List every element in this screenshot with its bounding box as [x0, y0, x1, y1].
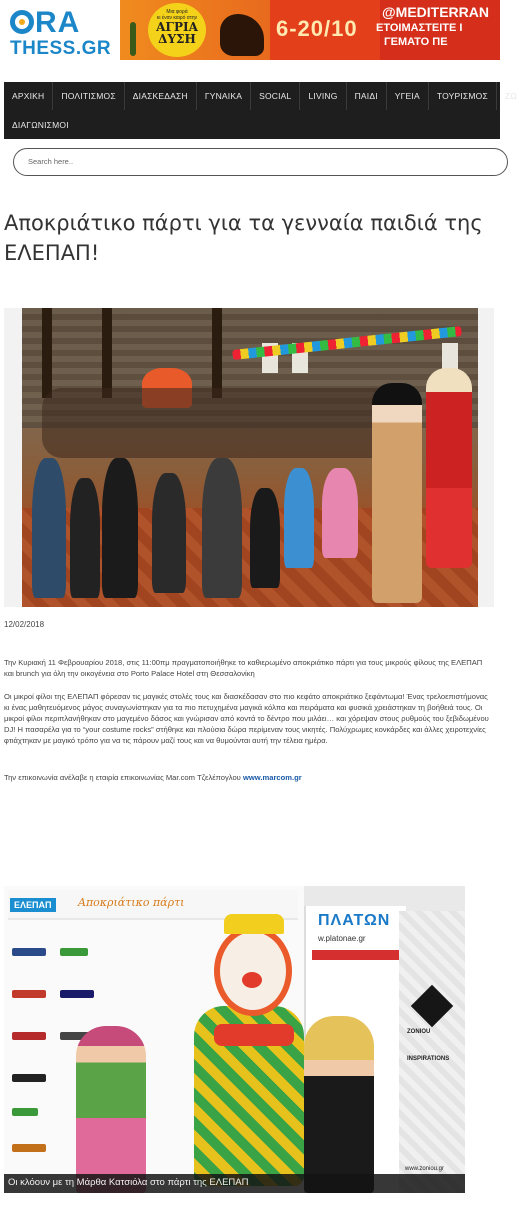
search-input[interactable]: [28, 157, 428, 166]
nav-item-health[interactable]: ΥΓΕΙΑ: [387, 82, 429, 110]
logo-o-icon: [10, 10, 34, 34]
photo-mascot-nose: [242, 972, 262, 988]
banner-tagline-2: ΓΕΜΑΤΟ ΠΕ: [384, 36, 448, 48]
nav-item-entertainment[interactable]: ΔΙΑΣΚΕΔΑΣΗ: [125, 82, 197, 110]
photo-child: [250, 488, 280, 588]
banner-dates: 6-20/10: [276, 16, 358, 41]
sponsor-logo: [12, 948, 46, 956]
backdrop-script: Αποκριάτικο πάρτι: [78, 896, 185, 909]
main-nav: [4, 82, 517, 139]
search-box: [13, 148, 508, 176]
photo-mascot-hat: [224, 914, 284, 934]
sponsor-logo: [12, 1108, 38, 1116]
photo-child: [322, 468, 358, 558]
nav-item-woman[interactable]: ΓΥΝΑΙΚΑ: [197, 82, 251, 110]
photo-child: [202, 458, 242, 598]
banner-badge: [148, 3, 206, 57]
cactus-icon: [130, 22, 136, 56]
nav-item-home[interactable]: ΑΡΧΙΚΗ: [4, 82, 53, 110]
image-caption: [4, 1174, 465, 1193]
platon-red-bar: [312, 950, 400, 960]
sponsor-logo: [12, 1144, 46, 1152]
ad-banner[interactable]: [120, 0, 500, 60]
zoniou-inspirations: INSPIRATIONS: [407, 1056, 450, 1062]
platon-url: w.platonae.gr: [318, 934, 366, 943]
zoniou-url: www.zoniou.gr: [405, 1166, 445, 1172]
logo-bottom: THESS.GR: [10, 38, 112, 59]
photo-child: [152, 473, 186, 593]
nav-item-culture[interactable]: ΠΟΛΙΤΙΣΜΟΣ: [53, 82, 124, 110]
photo-child: [32, 458, 66, 598]
article-paragraph-2: Οι μικροί φίλοι της ΕΛΕΠΑΠ φόρεσαν τις μαγικές στολές τους και διασκέδασαν στο πιο κεφάτο αποκριάτικο ξεφάντωμα! Ένας τρελοεπιστήμονας κι ένας μαθητευόμενος μάγος συναγωνίστηκαν για τα πιο πετυχημένα μαγικά κόλπα και πειράματα και φυσικά χρειάστηκαν τη βοήθειά τους. Οι μικροί φίλοι περιπλανήθηκαν στο μαγεμένο δάσος και γνώρισαν από κοντά το δέντρο που μιλάει… και χόρεψαν στους ρυθμούς του ξεβιδωμένου DJ! Η πασαρέλα για το “your costume rocks” στήθηκε και πλούσια δώρα περίμεναν τους νικητές. Πολύχρωμες κονκάρδες και άλλες χειροτεχνίες φτιάχτηκαν με μαγικό τρόπο για να τις πάρουν μαζί τους και να θυμούνται αυτή την τέλεια ημέρα.: [4, 692, 489, 745]
sponsor-logo: [12, 990, 46, 998]
article-paragraph-3: [4, 772, 494, 783]
site-logo[interactable]: [10, 8, 110, 62]
sponsor-logo: [12, 1032, 46, 1040]
photo-child: [102, 458, 138, 598]
photo-crowd: [42, 388, 422, 458]
photo-child: [70, 478, 100, 598]
photo-clown-woman: [76, 1026, 146, 1193]
caption-text: Οι κλόουν με τη Μάρθα Κατσιόλα στο πάρτι της ΕΛΕΠΑΠ: [8, 1177, 249, 1188]
nav-item-social[interactable]: SOCIAL: [251, 82, 300, 110]
marcom-link[interactable]: www.marcom.gr: [242, 773, 302, 782]
nav-item-contests[interactable]: ΔΙΑΓΩΝΙΣΜΟΙ: [12, 120, 69, 130]
nav-row-2: [4, 111, 77, 139]
article-main-image[interactable]: [4, 308, 494, 607]
photo-mascot-head: [214, 926, 292, 1016]
article-second-image[interactable]: [4, 886, 465, 1193]
article-title: Αποκριάτικο πάρτι για τα γενναία παιδιά της ΕΛΕΠΑΠ!: [4, 211, 483, 265]
nav-item-child[interactable]: ΠΑΙΔΙ: [347, 82, 387, 110]
badge-title-2: ΔΥΣΗ: [158, 32, 196, 46]
nav-row-1: [4, 82, 525, 110]
logo-top: RA: [10, 8, 80, 38]
photo-beam: [102, 308, 112, 398]
backdrop-logo: ΕΛΕΠΑΠ: [10, 898, 56, 912]
photo-beam: [212, 308, 222, 398]
zoniou-diamond-icon: [411, 985, 453, 1027]
photo-mascot-bow: [214, 1024, 294, 1046]
platon-name: ΠΛΑΤΩΝ: [318, 912, 391, 929]
photo-clown-right: [426, 368, 472, 568]
badge-line-1: Μια φορά: [166, 9, 188, 15]
nav-item-living[interactable]: LIVING: [300, 82, 346, 110]
banner-tagline-1: ΕΤΟΙΜΑΣΤΕΙΤΕ Ι: [376, 22, 463, 34]
banner-brand: @MEDITERRAN: [382, 4, 489, 20]
badge-line-2: κι έναν καιρό στην: [156, 15, 198, 21]
nav-item-zo[interactable]: ΖΩ: [504, 91, 517, 101]
photo-beam: [42, 308, 52, 398]
sponsor-logo: [12, 1074, 46, 1082]
sponsor-logo: [60, 948, 88, 956]
party-photo: [22, 308, 478, 607]
photo-child: [284, 468, 314, 568]
article-date: 12/02/2018: [4, 620, 45, 629]
zoniou-name: ZONIOU: [407, 1029, 431, 1035]
paragraph-3-text: Την επικοινωνία ανέλαβε η εταιρία επικοινωνίας Mar.com Τζελέπογλου: [4, 773, 243, 782]
article-paragraph-1: Την Κυριακή 11 Φεβρουαρίου 2018, στις 11:00πμ πραγματοποιήθηκε το καθιερωμένο αποκριάτικο πάρτι για τους μικρούς φίλους της ΕΛΕΠΑΠ και brunch για όλη την οικογένεια στο Porto Palace Hotel στη Θεσσαλονίκη: [4, 658, 483, 678]
zoniou-banner: [399, 911, 465, 1193]
sponsor-logo: [60, 990, 94, 998]
badge-title-1: ΑΓΡΙΑ: [156, 20, 198, 34]
photo-clown-left: [372, 383, 422, 603]
nav-item-tourism[interactable]: ΤΟΥΡΙΣΜΟΣ: [429, 82, 497, 110]
photo-woman: [304, 1016, 374, 1193]
site-header: [0, 0, 500, 70]
